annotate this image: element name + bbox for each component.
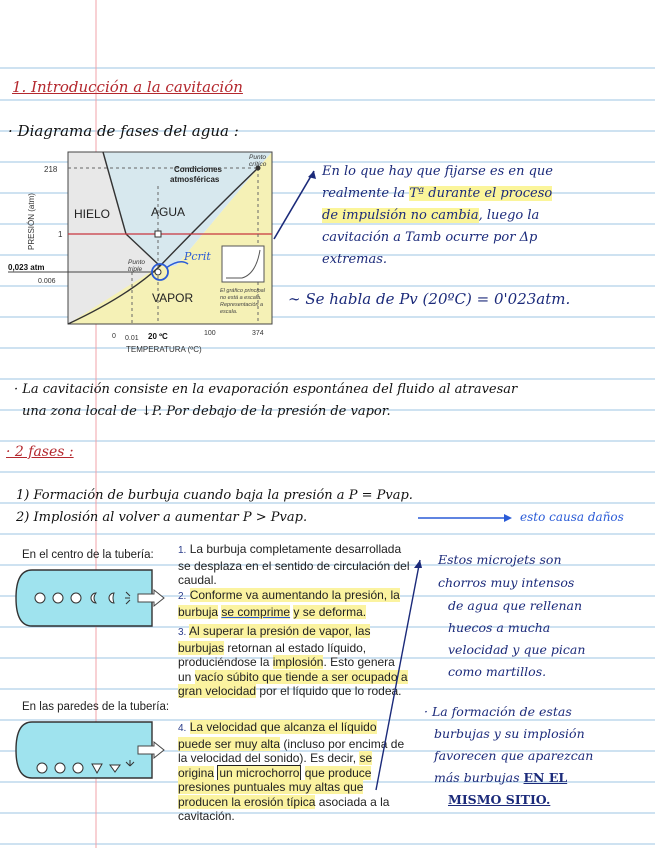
step-4-text-e: que produce presiones puntuales muy altas que producen la erosión típica [178,765,372,809]
x-tick: 100 [204,330,216,337]
step-3-text-e: vacío súbito que tiende a ser ocupado a gran velocidad [178,669,408,698]
microjets-note-3: de agua que rellenan [448,598,583,613]
note-diagram-line-2b: Tª durante el proceso [409,186,553,201]
y-tick: 218 [44,165,58,174]
connector-line [370,554,430,794]
note-diagram-line-2a: realmente la [322,186,406,201]
phase-diagram [8,146,280,356]
note-diagram-line-3b: , luego la [478,208,540,223]
scale-note: escala. [220,309,238,315]
step-4-text-b: (incluso por encima de la velocidad del sonido). Es decir, [178,736,405,765]
note-vapor-pressure: ∼ Se habla de Pv (20ºC) = 0'023atm. [288,290,571,308]
cavitation-definition-line-2: una zona local de ↓P. Por debajo de la presión de vapor. [22,404,391,419]
x-tick: 0 [112,333,116,340]
step-3-text-d: . Esto genera un [178,655,395,684]
scale-note: no está a escala. [220,295,262,301]
x-tick: 374 [252,330,264,337]
bubbles-note-4 [434,770,567,785]
x-axis-label: TEMPERATURA (ºC) [126,345,202,354]
note-diagram-line-3a: de impulsión no cambia [322,208,479,223]
step-4-text-c: se origina [178,751,373,780]
bubbles-note-3: favorecen que aparezcan [434,748,594,763]
bubbles-note-5: MISMO SITIO. [448,792,551,807]
step-3-text-b: retornan al estado líquido, produciéndose la [178,640,367,669]
step-number: 1. [178,545,187,556]
microjets-note-1: Estos microjets son [438,552,562,567]
step-3-text-a: Al superar la presión de vapor, las burbujas [178,624,371,655]
note-diagram-line-5: extremas. [322,252,388,267]
y-tick: 0.006 [38,278,56,285]
note-arrow [270,165,320,245]
critical-point-label: crítico [249,161,267,168]
pipe-center-label: En el centro de la tubería: [22,549,154,561]
page-heading: 1. Introducción a la cavitación [12,78,243,96]
x-tick: 20 ºC [148,332,168,341]
damage-note: esto causa daños [520,510,624,524]
step-number: 2. [178,591,187,602]
microjets-note-2: chorros muy intensos [438,575,575,590]
step-2-text-a: Conforme va aumentando la presión, la burbuja [178,588,400,619]
section-diagram-title: · Diagrama de fases del agua : [8,122,239,140]
microjets-note-4: huecos a mucha [448,620,551,635]
pipe-center-illustration [12,566,174,630]
step-3-text-c: implosión [272,655,324,669]
triple-point-label: Punto [128,259,145,266]
bubbles-note-2: burbujas y su implosión [434,726,585,741]
bubbles-note-1: · La formación de estas [424,704,572,719]
microjets-note-6: como martillos. [448,664,547,679]
y-tick: 1 [58,230,63,239]
conditions-label: atmosféricas [170,175,220,184]
y-tick: 0,023 atm [8,263,45,272]
bubbles-note-4a: más burbujas [434,770,520,785]
pipe-wall-label: En las paredes de la tubería: [22,701,170,713]
note-diagram-line-3 [322,208,539,223]
note-diagram-line-4: cavitación a Tamb ocurre por Δp [322,230,538,245]
step-1-text: La burbuja completamente desarrollada se desplaza en el sentido de circulación del caudal. [178,542,410,587]
pipe-wall-illustration [12,718,174,782]
note-diagram-line-2 [322,186,552,201]
step-2-text-c: y se deforma. [293,604,367,619]
region-ice: HIELO [74,207,111,221]
triple-point-label: triple [128,266,143,273]
damage-arrow [416,511,516,525]
x-tick: 0.01 [125,335,139,342]
step-2-text-b: se comprime [221,604,291,619]
critical-point-label: Punto [249,154,266,161]
conditions-label: Condiciones [174,165,223,174]
scale-note: El gráfico principal [220,288,265,294]
y-axis-label: PRESIÓN (atm) [27,193,36,250]
microjets-note-5: velocidad y que pican [448,642,586,657]
step-number: 3. [178,627,187,638]
region-vapor: VAPOR [152,291,194,305]
note-diagram-line-1: En lo que hay que fijarse es en que [322,164,553,179]
cavitation-definition-line-1: · La cavitación consiste en la evaporación espontánea del fluido al atravesar [14,382,518,397]
phase-1: 1) Formación de burbuja cuando baja la presión a P = Pvap. [16,488,413,503]
phase-2: 2) Implosión al volver a aumentar P > Pvap. [16,510,308,525]
step-3-text-f: por el líquido que lo rodea. [259,684,402,698]
step-4-text-d: un microchorro [219,765,300,780]
region-water: AGUA [151,205,186,219]
bubbles-note-4b: EN EL [523,770,568,785]
step-4-text-f: asociada a la cavitación. [178,794,390,823]
scale-note: Representación a [220,302,264,308]
phases-title: · 2 fases : [6,444,74,460]
step-number: 4. [178,723,187,734]
step-4-text-a: La velocidad que alcanza el líquido puede ser muy alta [178,720,377,751]
pcrit-annotation: Pcrit [184,250,211,263]
